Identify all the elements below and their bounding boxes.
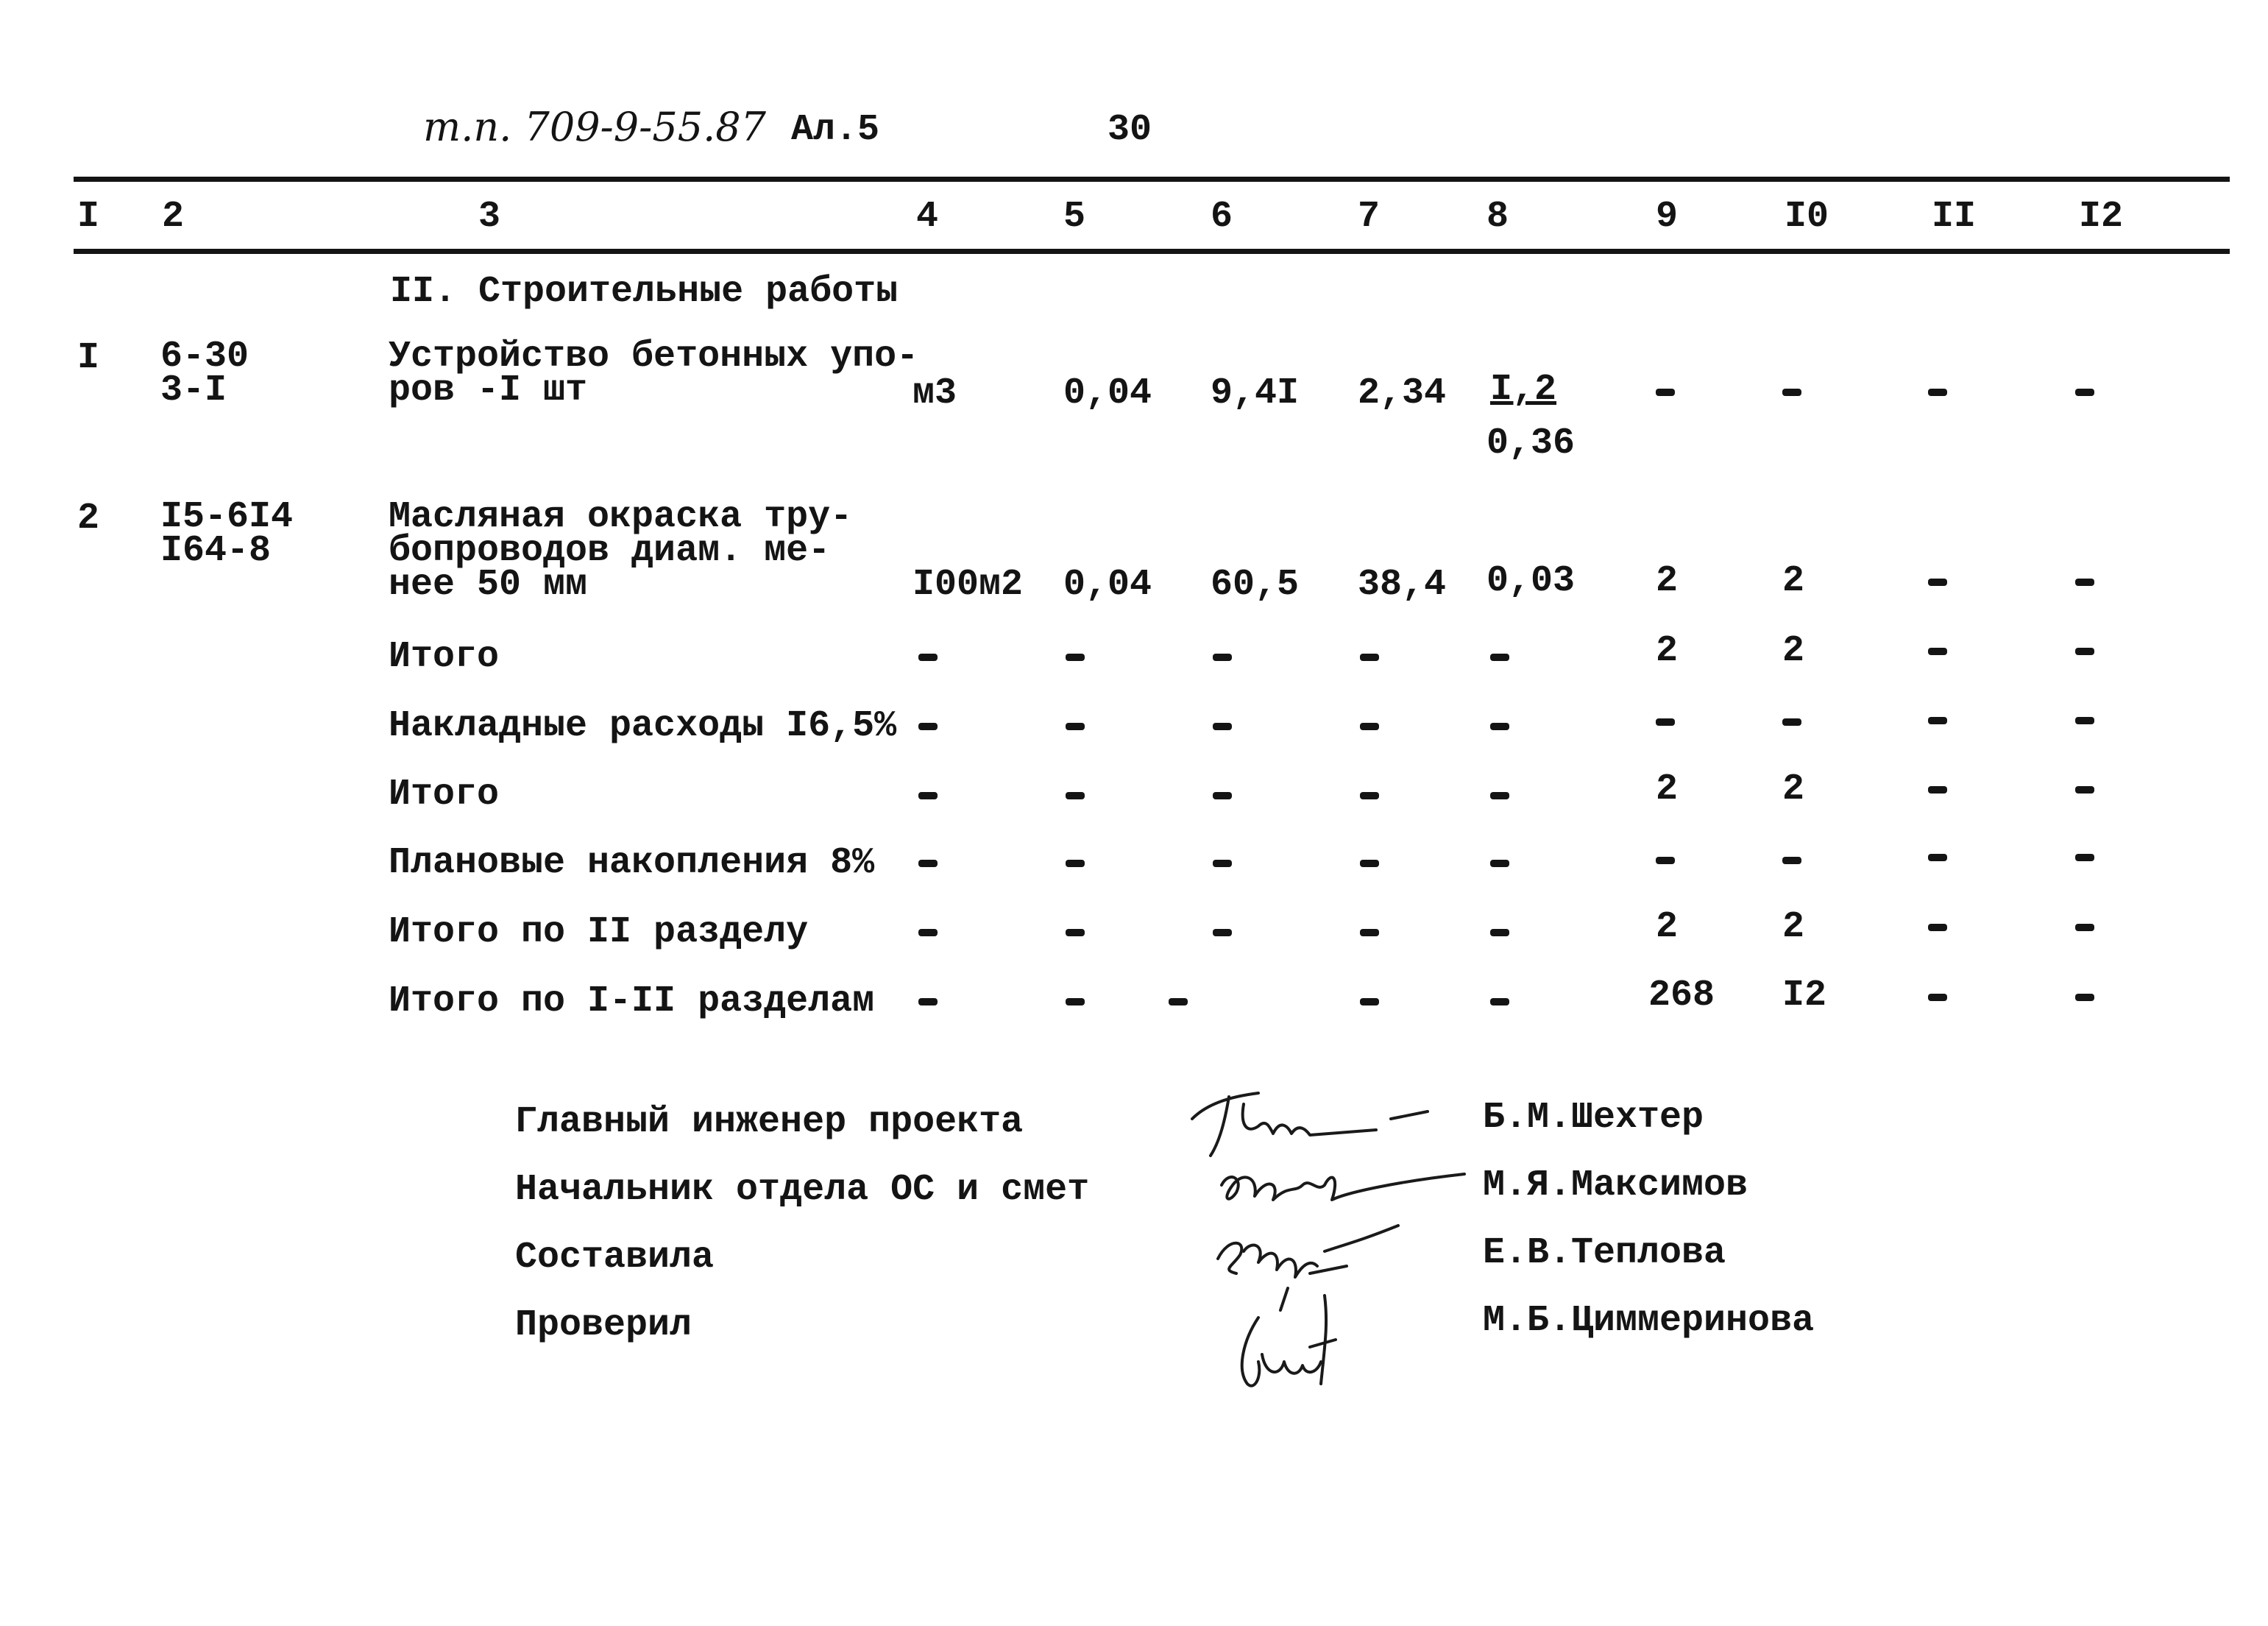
- signature-role: Главный инженер проекта: [515, 1101, 1024, 1143]
- col9-cell: 2: [1656, 768, 1679, 810]
- dash: [1066, 792, 1085, 799]
- col12-dash: [2075, 389, 2094, 396]
- rate-code-line: I64-8: [160, 530, 272, 572]
- dash: [1066, 929, 1085, 936]
- header-bottom-rule: [74, 249, 2230, 254]
- col12-dash: [2075, 579, 2094, 586]
- col8-cell: 0,03: [1486, 560, 1576, 602]
- col9-dash: [1656, 389, 1675, 396]
- col10-cell: I2: [1782, 975, 1827, 1017]
- quantity-cell: 0,04: [1063, 564, 1152, 606]
- col-header-2: 2: [162, 196, 185, 238]
- dash: [1928, 994, 1947, 1001]
- dash: [918, 723, 938, 730]
- page-number: 30: [1108, 109, 1152, 151]
- signature-name: Б.М.Шехтер: [1483, 1097, 1704, 1139]
- work-name-line: Масляная окраска тру-: [389, 496, 853, 538]
- col11-dash: [1928, 579, 1947, 586]
- work-name-line: бопроводов диам. ме-: [389, 530, 831, 572]
- col-header-1: I: [77, 196, 100, 238]
- totals-label: Итого по II разделу: [389, 911, 809, 953]
- dash: [1928, 924, 1947, 931]
- signature-role: Составила: [515, 1237, 715, 1279]
- dash: [1169, 998, 1188, 1005]
- dash: [1213, 792, 1232, 799]
- dash: [1490, 723, 1509, 730]
- totals-label: Накладные расходы I6,5%: [389, 705, 897, 747]
- col10-dash: [1782, 389, 1801, 396]
- top-rule: [74, 177, 2230, 182]
- dash: [918, 654, 938, 661]
- totals-label: Итого: [389, 636, 500, 678]
- col-header-9: 9: [1656, 196, 1679, 238]
- signature-name: М.Б.Циммеринова: [1483, 1300, 1815, 1342]
- dash: [1490, 792, 1509, 799]
- rate-code-line: I5-6I4: [160, 496, 294, 538]
- dash: [1928, 717, 1947, 724]
- dash: [1360, 929, 1379, 936]
- work-name-line: ров -I шт: [389, 370, 588, 411]
- dash: [918, 792, 938, 799]
- dash: [1360, 998, 1379, 1005]
- dash: [1360, 792, 1379, 799]
- col7-cell: 38,4: [1358, 564, 1447, 606]
- dash: [1360, 860, 1379, 867]
- dash: [2075, 786, 2094, 793]
- row-number: 2: [77, 498, 100, 540]
- rate-code-line: 6-30: [160, 336, 249, 378]
- col-header-8: 8: [1486, 196, 1509, 238]
- dash: [918, 860, 938, 867]
- col9-cell: 268: [1648, 975, 1715, 1017]
- col10-dash: [1782, 857, 1801, 864]
- dash: [1928, 854, 1947, 861]
- dash: [918, 998, 938, 1005]
- dash: [2075, 717, 2094, 724]
- unit-cell: I00м2: [912, 564, 1024, 606]
- dash: [1928, 786, 1947, 793]
- work-name-line: нее 50 мм: [389, 564, 588, 606]
- col8-fraction-bottom: 0,36: [1486, 423, 1576, 464]
- section-title: II. Строительные работы: [390, 271, 899, 313]
- col9-cell: 2: [1656, 560, 1679, 602]
- dash: [1490, 654, 1509, 661]
- dash: [1928, 648, 1947, 655]
- col11-dash: [1928, 389, 1947, 396]
- dash: [1213, 723, 1232, 730]
- col9-cell: 2: [1656, 906, 1679, 948]
- totals-label: Плановые накопления 8%: [389, 842, 875, 884]
- dash: [1213, 860, 1232, 867]
- dash: [918, 929, 938, 936]
- dash: [2075, 854, 2094, 861]
- col-header-11: II: [1932, 196, 1977, 238]
- col-header-10: I0: [1785, 196, 1829, 238]
- document-code: т.п. 709-9-55.87: [423, 104, 766, 150]
- col-header-5: 5: [1063, 196, 1086, 238]
- col10-cell: 2: [1782, 768, 1805, 810]
- unit-cell: м3: [912, 372, 957, 414]
- totals-label: Итого: [389, 774, 500, 816]
- dash: [1490, 998, 1509, 1005]
- col7-cell: 2,34: [1358, 372, 1447, 414]
- col-header-4: 4: [916, 196, 939, 238]
- col9-cell: 2: [1656, 630, 1679, 672]
- signature-role: Проверил: [515, 1304, 692, 1346]
- rate-code-line: 3-I: [160, 370, 227, 411]
- album-label: Ал.5: [791, 109, 880, 151]
- signature-name: М.Я.Максимов: [1483, 1164, 1748, 1206]
- col10-dash: [1782, 718, 1801, 726]
- dash: [1490, 860, 1509, 867]
- quantity-cell: 0,04: [1063, 372, 1152, 414]
- totals-label: Итого по I-II разделам: [389, 980, 875, 1022]
- col-header-3: 3: [478, 196, 501, 238]
- col10-cell: 2: [1782, 906, 1805, 948]
- signature-name: Е.В.Теплова: [1483, 1232, 1726, 1274]
- col10-cell: 2: [1782, 630, 1805, 672]
- dash: [1066, 998, 1085, 1005]
- col-header-7: 7: [1358, 196, 1381, 238]
- dash: [2075, 924, 2094, 931]
- col10-cell: 2: [1782, 560, 1805, 602]
- dash: [1360, 723, 1379, 730]
- col9-dash: [1656, 718, 1675, 726]
- dash: [1066, 723, 1085, 730]
- dash: [1490, 929, 1509, 936]
- col8-fraction-top: I,2: [1490, 369, 1557, 411]
- signature-role: Начальник отдела ОС и смет: [515, 1169, 1090, 1211]
- col9-dash: [1656, 857, 1675, 864]
- dash: [1213, 929, 1232, 936]
- col6-cell: 60,5: [1211, 564, 1300, 606]
- work-name-line: Устройство бетонных упо-: [389, 336, 919, 378]
- dash: [1213, 654, 1232, 661]
- dash: [1360, 654, 1379, 661]
- dash: [1066, 654, 1085, 661]
- dash: [2075, 648, 2094, 655]
- dash: [2075, 994, 2094, 1001]
- col6-cell: 9,4I: [1211, 372, 1300, 414]
- row-number: I: [77, 337, 100, 379]
- dash: [1066, 860, 1085, 867]
- handwritten-signatures: [1177, 1075, 1486, 1413]
- col-header-6: 6: [1211, 196, 1233, 238]
- col-header-12: I2: [2079, 196, 2124, 238]
